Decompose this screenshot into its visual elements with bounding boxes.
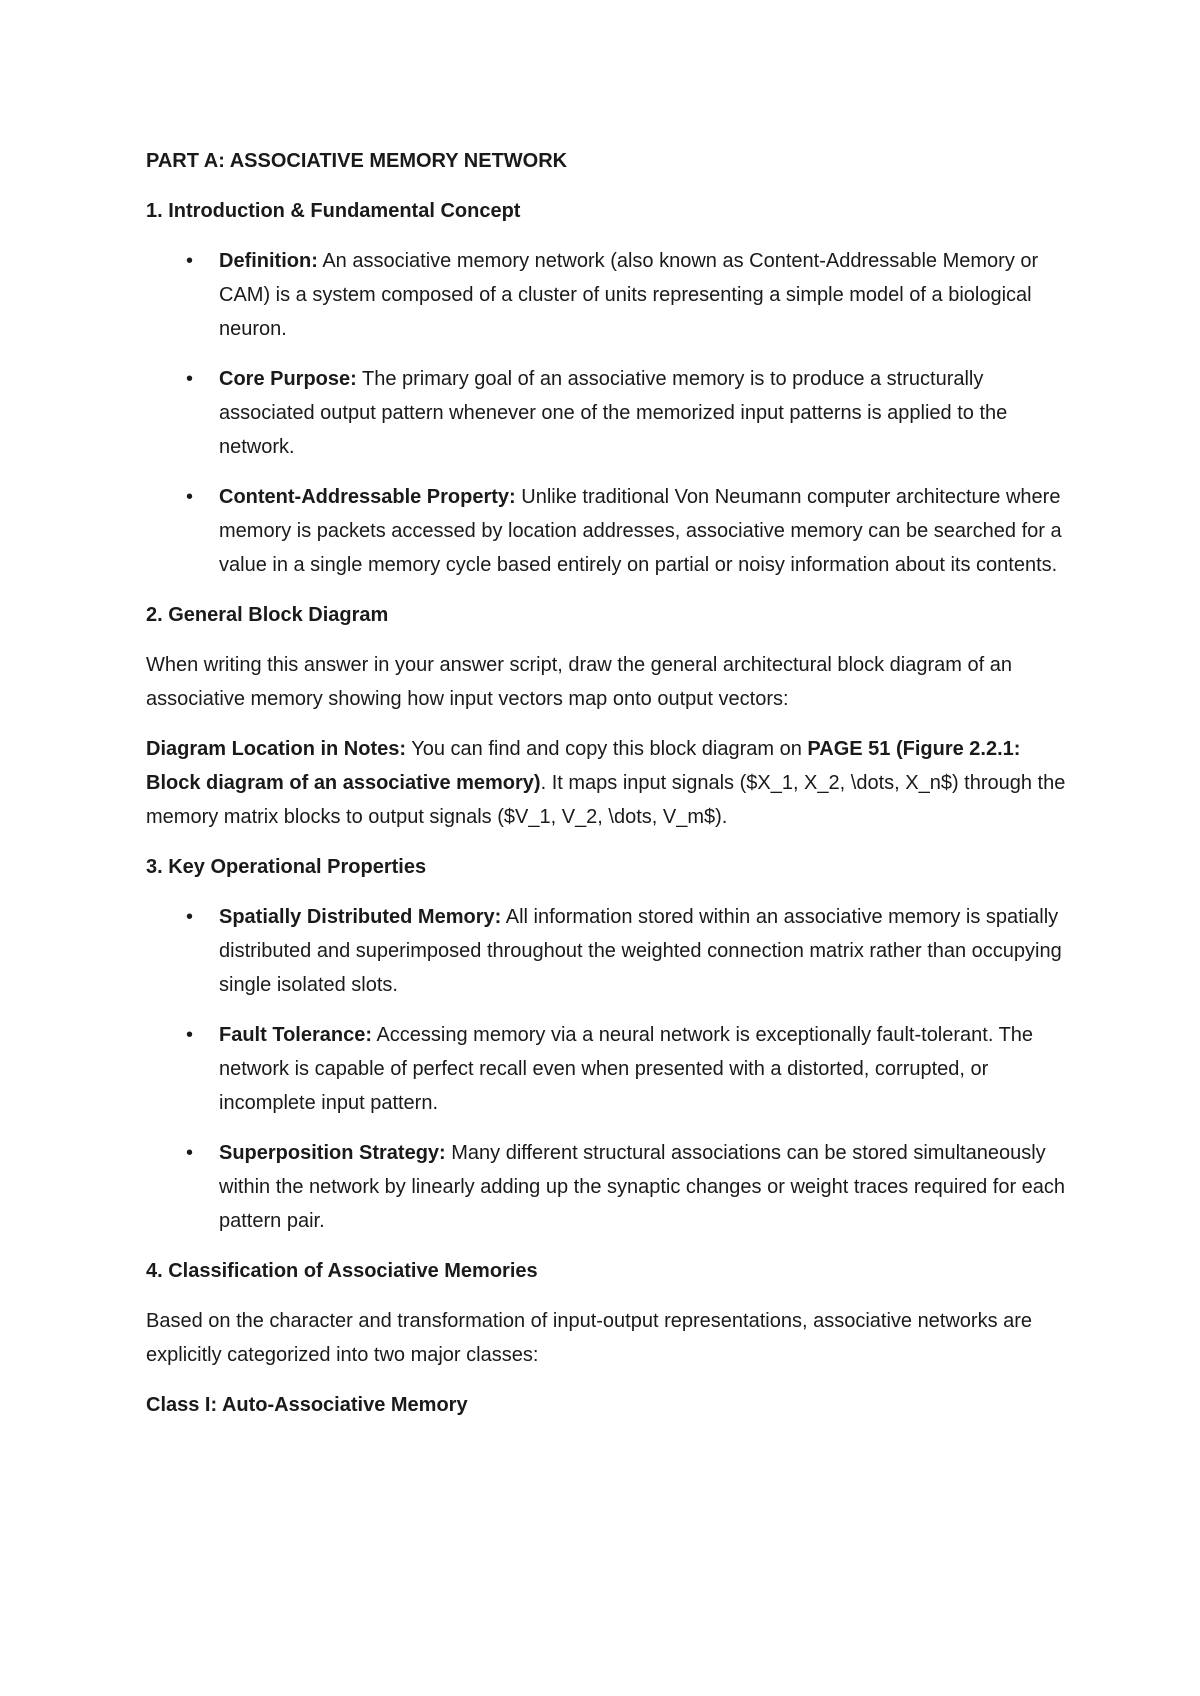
list-item [146, 480, 1076, 582]
bullet-icon: • [186, 368, 194, 390]
diagram-location-note [146, 732, 1076, 834]
section4-intro: Based on the character and transformation of input-output representations, associative networks are explicitly categorized into two major classes: [146, 1310, 1033, 1366]
item-text: All information stored within an associative memory is spatially distributed and superimposed throughout the weighted connection matrix rather than occupying single isolated slots. [219, 906, 1062, 996]
item-term: Spatially Distributed Memory: [219, 906, 502, 928]
item-term: Core Purpose: [219, 368, 357, 390]
bullet-icon: • [186, 1142, 194, 1164]
bullet-icon: • [186, 1024, 194, 1046]
section2-intro: When writing this answer in your answer script, draw the general architectural block diagram of an associative memory showing how input vectors map onto output vectors: [146, 654, 1012, 710]
section2-heading: 2. General Block Diagram [146, 604, 389, 626]
item-term: Superposition Strategy: [219, 1142, 446, 1164]
section3-heading: 3. Key Operational Properties [146, 856, 427, 878]
bullet-icon: • [186, 250, 194, 272]
location-page-ref: PAGE 51 (Figure 2.2.1: Block diagram of an associative memory) [146, 738, 1021, 794]
document-page [146, 144, 1076, 1438]
location-label: Diagram Location in Notes: [146, 738, 407, 760]
list-item [146, 1018, 1076, 1120]
section4-heading: 4. Classification of Associative Memories [146, 1260, 538, 1282]
item-term: Definition: [219, 250, 318, 272]
item-text: The primary goal of an associative memory is to produce a structurally associated output pattern whenever one of the memorized input patterns is applied to the network. [219, 368, 1008, 458]
bullet-icon: • [186, 906, 194, 928]
item-text: Accessing memory via a neural network is exceptionally fault-tolerant. The network is capable of perfect recall even when presented with a distorted, corrupted, or incomplete input pattern. [219, 1024, 1034, 1114]
item-term: Content-Addressable Property: [219, 486, 516, 508]
item-text: An associative memory network (also known as Content-Addressable Memory or CAM) is a system composed of a cluster of units representing a simple model of a biological neuron. [219, 250, 1039, 340]
location-text-end: . It maps input signals ($X_1, X_2, \dots, X_n$) through the memory matrix blocks to output signals ($V_1, V_2, \dots, V_m$). [146, 772, 1066, 828]
part-title: PART A: ASSOCIATIVE MEMORY NETWORK [146, 150, 568, 172]
list-item [146, 900, 1076, 1002]
bullet-icon: • [186, 486, 194, 508]
section3-list [146, 900, 1076, 1238]
item-text: Unlike traditional Von Neumann computer architecture where memory is packets accessed by location addresses, associative memory can be searched for a value in a single memory cycle based entirely on partial or noisy information about its contents. [219, 486, 1062, 576]
item-text: Many different structural associations can be stored simultaneously within the network by linearly adding up the synaptic changes or weight traces required for each pattern pair. [219, 1142, 1066, 1232]
list-item [146, 244, 1076, 346]
section1-heading: 1. Introduction & Fundamental Concept [146, 200, 521, 222]
item-term: Fault Tolerance: [219, 1024, 372, 1046]
class1-heading: Class I: Auto-Associative Memory [146, 1394, 468, 1416]
list-item [146, 362, 1076, 464]
list-item [146, 1136, 1076, 1238]
location-text: You can find and copy this block diagram on [406, 738, 808, 760]
section1-list [146, 244, 1076, 582]
